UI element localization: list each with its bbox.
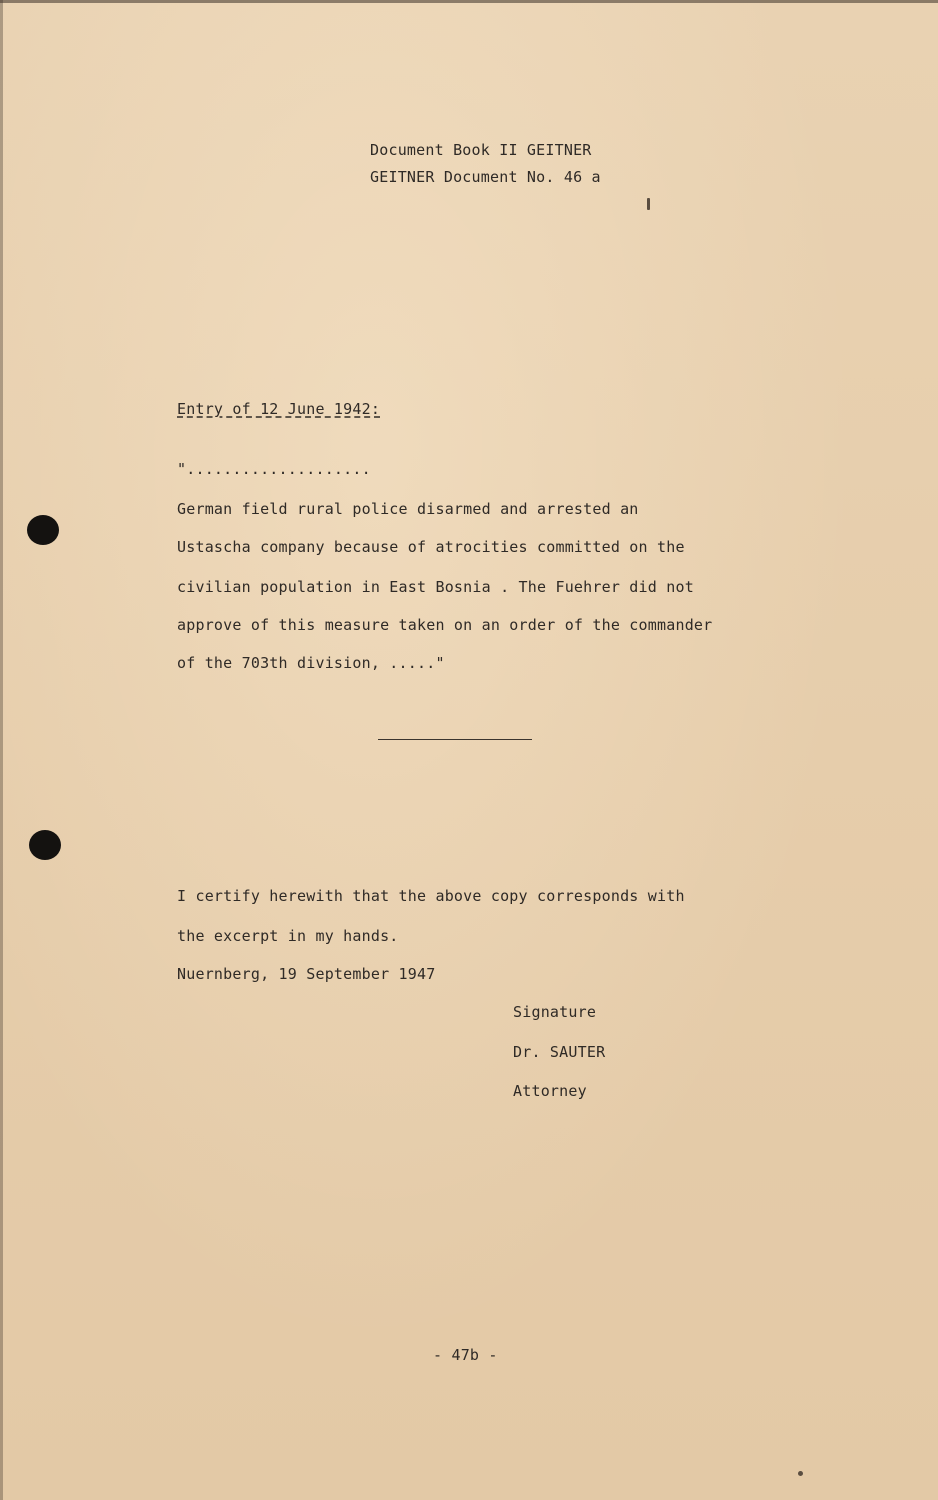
quote-open-ellipsis: ".................... [177, 460, 371, 478]
signatory-title: Attorney [513, 1082, 587, 1100]
punch-hole-top [27, 515, 59, 545]
document-book-line: Document Book II GEITNER [370, 141, 592, 159]
certification-line: I certify herewith that the above copy corresponds with [177, 887, 685, 905]
punch-hole-bottom [29, 830, 61, 860]
section-divider [378, 739, 532, 740]
entry-body-line: German field rural police disarmed and arrested an [177, 500, 639, 518]
entry-body-line: Ustascha company because of atrocities committed on the [177, 538, 685, 556]
paper-mark [798, 1471, 803, 1476]
signature-label: Signature [513, 1003, 597, 1021]
entry-heading: Entry of 12 June 1942: [177, 400, 381, 418]
entry-body-line: of the 703th division, ....." [177, 654, 445, 672]
page-number: - 47b - [433, 1346, 498, 1364]
certification-line: the excerpt in my hands. [177, 927, 399, 945]
place-date-line: Nuernberg, 19 September 1947 [177, 965, 436, 983]
document-number-line: GEITNER Document No. 46 a [370, 168, 601, 186]
entry-body-line: approve of this measure taken on an order of the commander [177, 616, 713, 634]
paper-mark [647, 198, 650, 210]
signatory-name: Dr. SAUTER [513, 1043, 606, 1061]
entry-body-line: civilian population in East Bosnia . The Fuehrer did not [177, 578, 694, 596]
